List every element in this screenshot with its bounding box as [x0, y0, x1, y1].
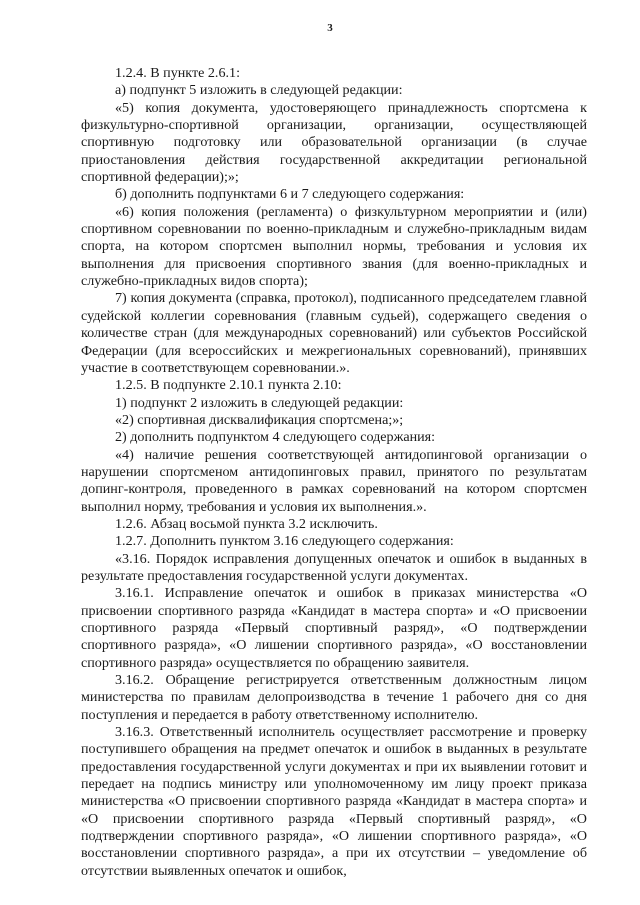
page-number: 3 [327, 22, 333, 34]
paragraph: «3.16. Порядок исправления допущенных опечаток и ошибок в выданных в результате предоставления государственной услуги документах. [81, 550, 587, 584]
paragraph: «5) копия документа, удостоверяющего принадлежность спортсмена к физкультурно-спортивной организации, организации, осуществляющей спортивную подготовку или образовательной организации (в случае приостановления действия государственной аккредитации региональной спортивной федерации);»; [81, 99, 587, 186]
paragraph: «4) наличие решения соответствующей антидопинговой организации о нарушении спортсменом антидопинговых правил, принятого по результатам допинг-контроля, проведенного в рамках соревнований на котором спортсмен выполнил норму, требования и условия их выполнения.». [81, 446, 587, 515]
paragraph: «6) копия положения (регламента) о физкультурном мероприятии и (или) спортивном соревновании по военно-прикладным и служебно-прикладным видам спорта, на котором спортсмен выполнил нормы, требования и условия их выполнения для присвоения спортивного звания (для военно-прикладных и служебно-прикладных видов спорта); [81, 203, 587, 290]
paragraph: 3.16.2. Обращение регистрируется ответственным должностным лицом министерства по правилам делопроизводства в течение 1 рабочего дня со дня поступления и передается в работу ответственному исполнителю. [81, 672, 587, 723]
paragraph: «2) спортивная дисквалификация спортсмена;»; [115, 411, 404, 428]
paragraph: б) дополнить подпунктами 6 и 7 следующего содержания: [115, 186, 465, 203]
paragraph: 3.16.3. Ответственный исполнитель осуществляет рассмотрение и проверку поступившего обращения на предмет опечаток и ошибок в выданных в результате предоставления государственной услуги документах и при их выявлении готовит и передает на подпись министру или уполномоченному им лицу проект приказа министерства «О присвоении спортивного разряда «Кандидат в мастера спорта» и «О присвоении спортивного разряда «Первый спортивный разряд», «О подтверждении спортивного разряда», «О лишении спортивного разряда», «О восстановлении спортивного разряда», а при их отсутствии – уведомление об отсутствии выявленных опечаток и ошибок, [81, 724, 587, 879]
paragraph: 7) копия документа (справка, протокол), подписанного председателем главной судейской коллегии соревнования (главным судьей), содержащего сведения о количестве стран (для международных соревнований) или субъектов Российской Федерации (для всероссийских и межрегиональных соревнований), принявших участие в соответствующем соревновании.». [81, 290, 587, 376]
paragraph: 2) дополнить подпунктом 4 следующего содержания: [115, 429, 436, 446]
paragraph: 1.2.5. В подпункте 2.10.1 пункта 2.10: [115, 377, 342, 394]
paragraph: 1) подпункт 2 изложить в следующей редакции: [115, 394, 404, 411]
paragraph: 1.2.7. Дополнить пунктом 3.16 следующего содержания: [115, 533, 454, 550]
paragraph: 3.16.1. Исправление опечаток и ошибок в приказах министерства «О присвоении спортивного разряда «Кандидат в мастера спорта» и «О присвоении спортивного разряда «Первый спортивный разряд», «О подтверждении спортивного разряда», «О лишении спортивного разряда», «О восстановлении спортивного разряда» осуществляется по обращению заявителя. [81, 585, 587, 671]
document-body [81, 65, 587, 880]
paragraph: 1.2.4. В пункте 2.6.1: [115, 65, 240, 81]
paragraph: 1.2.6. Абзац восьмой пункта 3.2 исключить. [115, 515, 378, 532]
paragraph: а) подпункт 5 изложить в следующей редакции: [115, 82, 403, 99]
